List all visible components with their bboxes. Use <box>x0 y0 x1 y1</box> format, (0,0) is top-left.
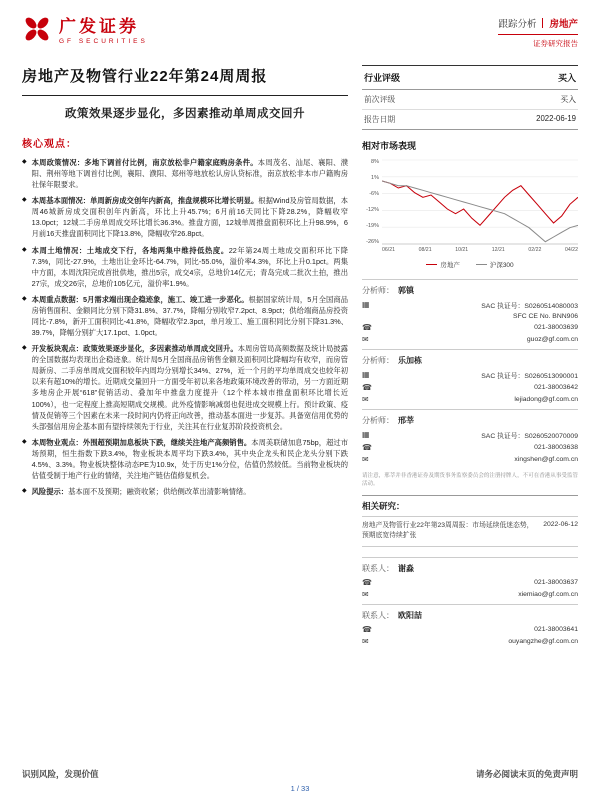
rating-header-row <box>362 66 578 90</box>
contact-detail-row <box>362 623 578 635</box>
analyst-block <box>362 349 578 409</box>
analyst-name: 乐加栋 <box>398 356 422 365</box>
hk-disclaimer-note: 请注意，邢莘并非香港证券及期货事务监察委员会的注册持牌人，不可在香港从事受监管活动。 <box>362 473 578 487</box>
analyst-role-label: 分析师： <box>362 286 394 295</box>
email-link[interactable]: lejiadong@gf.com.cn <box>514 395 578 403</box>
mail-icon: ✉ <box>362 334 369 344</box>
page-footer <box>22 768 578 780</box>
analyst-detail-row <box>362 428 578 441</box>
y-tick-label: -19% <box>366 223 379 229</box>
contact-detail-row <box>362 635 578 647</box>
mail-icon: ✉ <box>362 589 369 599</box>
rating-rows <box>362 90 578 130</box>
related-research-items <box>362 517 578 547</box>
contact-detail-text: 021-38003641 <box>534 625 578 633</box>
contact-detail-row <box>362 588 578 600</box>
chart-title: 相对市场表现 <box>362 141 417 151</box>
legend-item: 房地产 <box>426 260 460 269</box>
analyst-block <box>362 279 578 349</box>
gf-logo-icon <box>22 14 52 49</box>
report-title: 房地产及物管行业22年第24周周报 <box>22 55 348 96</box>
y-tick-label: 1% <box>371 175 379 181</box>
bullet-item <box>22 486 348 497</box>
chart-x-axis <box>382 247 578 253</box>
mail-icon: ✉ <box>362 394 369 404</box>
research-item-title: 房地产及物管行业22年第23周周报：市场延续低迷态势，预期底宽待续扩张 <box>362 521 534 540</box>
sac-icon: ▦ <box>362 300 370 309</box>
analyst-block <box>362 409 578 469</box>
y-tick-label: -12% <box>366 207 379 213</box>
brand-name-cn: 广发证券 <box>59 17 139 37</box>
phone-icon: ☎ <box>362 442 372 452</box>
email-link[interactable]: xiemiao@gf.com.cn <box>518 590 578 598</box>
brand <box>22 14 148 49</box>
rating-header-value: 买入 <box>557 73 576 83</box>
industry-tag: 房地产 <box>549 19 578 30</box>
footer-slogan: 识别风险，发现价值 <box>22 769 99 779</box>
bullet-text: 本周物业观点：外围超预期加息板块下跌，继续关注地产高频销售。本周美联储加息75bp，超过市场预期，恒生指数下跌3.4%，物业板块本周平均下跌3.4%，其中央企龙头和民企龙头分别下跌4.5%、3.3%。物业板块整体动态PE为10.9x，处于历史1%分位，估值仍然较低。当前物业板块的估值受制于地产行业的情绪，关注地产链估值修复机会。 <box>31 437 349 481</box>
sac-icon: ▦ <box>362 430 370 439</box>
bullet-marker-icon: ◆ <box>22 197 27 204</box>
series-line-房地产 <box>382 181 578 225</box>
analyst-name: 郭镇 <box>398 286 414 295</box>
main-column <box>22 55 348 651</box>
contact-name: 谢淼 <box>398 564 414 574</box>
contact-list <box>362 557 578 651</box>
email-link[interactable]: ouyangzhe@gf.com.cn <box>508 637 578 645</box>
analyst-list <box>362 279 578 469</box>
bullet-marker-icon: ◆ <box>22 295 27 302</box>
x-tick-label: 04/22 <box>564 247 578 253</box>
bullet-text: 本周土地情况：土地成交下行，各地两集中维持低热度。22年第24周土地成交面积环比下降7.3%，同比-27.9%，土地出让金环比-64.7%，同比-55.0%，溢价率4.3%，环比上升0.1pct。两集中方面，本周沈阳完成首批供地，推出5宗，成交4宗，总地价14亿元；青岛完成二批次土拍，推出27宗，成交26宗，总地价105亿元，溢价率1.9%。 <box>31 245 349 288</box>
page-number: 1 / 33 <box>290 784 310 793</box>
bullet-item <box>22 195 348 239</box>
analyst-detail-text: 021-38003642 <box>534 383 578 391</box>
brand-name-en: GF SECURITIES <box>59 37 148 45</box>
phone-icon: ☎ <box>362 382 372 392</box>
bullet-text: 本周重点数据：5月需求端出现企稳迹象，施工、竣工进一步恶化。根据国家统计局，5月全国商品房销售面积、金额同比分别下降31.8%、37.7%，降幅分别收窄7.2pct、8.9pct；供给端商品房投资同比-7.8%，新开工面积同比-41.8%，降幅收窄2.3pct，单月竣工、施工面积同比分别下降31.3%、39.7%，降幅分别扩大17.1pct、1.0pct。 <box>31 294 349 338</box>
relative-performance-chart <box>362 139 578 269</box>
analyst-detail-text: SAC 执证号：S0260520070009 <box>481 432 578 440</box>
bullet-text: 本周基本面情况：单周新房成交创年内新高，推盘规模环比增长明显。根据Wind及房管局数据，本周46城新房成交面积创年内新高，环比上升45.7%；6月前16天同比下降28.2%，降幅收窄13.0pct；12城二手房单周成交环比增长36.3%。推盘方面，12城单周推盘面积环比上升98.9%，6月前16天推盘面积同比下降13.8%，降幅收窄26.8pct。 <box>31 196 348 239</box>
report-type-label: 证券研究报告 <box>498 34 578 49</box>
header-divider <box>542 18 543 28</box>
rating-header-label: 行业评级 <box>364 73 401 83</box>
analyst-detail-text: 021-38003639 <box>534 323 578 331</box>
report-subtitle: 政策效果逐步显化，多因素推动单周成交回升 <box>65 108 305 120</box>
bullet-text: 风险提示：基本面不及预期；融资收紧；供给侧改革出清影响情绪。 <box>31 487 251 497</box>
bullet-marker-icon: ◆ <box>22 246 27 253</box>
contact-role-label: 联系人： <box>362 611 394 621</box>
x-tick-label: 10/21 <box>455 247 469 253</box>
analyst-detail-row <box>362 381 578 393</box>
rating-row-value: 2022-06-19 <box>536 114 576 123</box>
y-tick-label: -6% <box>369 191 379 197</box>
x-tick-label: 02/22 <box>528 247 542 253</box>
bullet-item <box>22 245 348 289</box>
analyst-detail-row <box>362 441 578 453</box>
legend-item: 沪深300 <box>476 260 514 269</box>
x-tick-label: 06/21 <box>382 247 395 253</box>
contact-detail-text: 021-38003637 <box>534 578 578 586</box>
contact-name: 欧阳喆 <box>398 611 422 621</box>
sidebar <box>362 55 578 651</box>
bullet-item <box>22 437 348 481</box>
rating-row <box>362 90 578 110</box>
rating-row-label: 报告日期 <box>364 115 396 124</box>
report-category: 跟踪分析 <box>498 19 537 30</box>
sac-icon: ▦ <box>362 370 370 379</box>
core-bullets <box>22 157 348 497</box>
analyst-detail-row <box>362 321 578 333</box>
phone-icon: ☎ <box>362 322 372 332</box>
analyst-detail-row <box>362 393 578 405</box>
analyst-detail-row <box>362 453 578 465</box>
bullet-marker-icon: ◆ <box>22 345 27 352</box>
bullet-item <box>22 343 348 432</box>
page-header <box>0 0 600 53</box>
analyst-role-label: 分析师： <box>362 416 394 425</box>
phone-icon: ☎ <box>362 577 372 587</box>
contact-role-label: 联系人： <box>362 564 394 574</box>
y-tick-label: 8% <box>371 159 379 165</box>
bullet-marker-icon: ◆ <box>22 438 27 445</box>
bullet-item <box>22 157 348 190</box>
chart-legend <box>362 260 578 269</box>
bullet-marker-icon: ◆ <box>22 488 27 495</box>
analyst-detail-text: SAC 执证号：S0260514080003 <box>481 302 578 310</box>
legend-swatch <box>476 264 487 266</box>
core-views-heading: 核心观点： <box>22 139 77 150</box>
email-link[interactable]: xingshen@gf.com.cn <box>514 455 578 463</box>
analyst-detail-row <box>362 333 578 345</box>
rating-table <box>362 65 578 130</box>
bullet-text: 开发板块观点：政策效果逐步显化，多因素推动单周成交回升。本周房管局高频数据及统计局披露的全国数据均表现出企稳迹象。统计局5月全国商品房销售金额及面积同比降幅均有收窄，而房管局新房、二手房单周成交面积较年内周均分别增长34%、27%，近一个月的平均单周成交也较年初以来有超10%的增长。近期成交量回升一方面受年初以来各地政策环境改善的带动，另一方面近期多地房企开展“618”促销活动、叠加年中推盘力度提升（12个样本城市推盘面积环比增长近100%），也一定程度上推高短期成交规模。此外疫情影响减弱也促进成交规模上行。预计政策、疫情及促销等三个因素在未来一段时间内仍将正向改善，推动基本面进一步复苏。具备宽信用优势的头部强信用房企基本面有望持续领先于行业，关注其在行业复苏阶段投资机会。 <box>31 344 349 431</box>
x-tick-label: 12/21 <box>491 247 505 253</box>
legend-swatch <box>426 264 437 266</box>
analyst-name: 邢莘 <box>398 416 414 425</box>
phone-icon: ☎ <box>362 624 372 634</box>
x-tick-label: 08/21 <box>418 247 432 253</box>
bullet-item <box>22 294 348 338</box>
chart-y-axis <box>362 159 379 245</box>
related-research-heading: 相关研究： <box>362 496 578 517</box>
research-item[interactable] <box>362 517 578 547</box>
bullet-text: 本周政策情况：多地下调首付比例，南京放松非户籍家庭购房条件。本周茂名、汕尾、襄阳、濮阳、荆州等地下调首付比例，襄阳、濮阳、郑州等地放松认房认贷标准，南京放松非本市户籍购房社保年限要求。 <box>31 158 349 190</box>
analyst-detail-text: SAC 执证号：S0260513090001 <box>481 372 578 380</box>
y-tick-label: -26% <box>366 239 379 245</box>
analyst-detail-text: 021-38003638 <box>534 443 578 451</box>
contact-block <box>362 604 578 651</box>
research-item-date: 2022-06-12 <box>543 520 578 528</box>
footer-disclaimer: 请务必阅读末页的免责声明 <box>475 769 578 779</box>
rating-row <box>362 110 578 130</box>
rating-row-label: 前次评级 <box>364 95 396 104</box>
analyst-detail-row <box>362 298 578 311</box>
analyst-detail-row <box>362 311 578 321</box>
rating-row-value: 买入 <box>560 95 576 104</box>
analyst-role-label: 分析师： <box>362 356 394 365</box>
bullet-marker-icon: ◆ <box>22 159 27 165</box>
contact-detail-row <box>362 576 578 588</box>
analyst-detail-text: SFC CE No. BNN906 <box>513 312 578 320</box>
analyst-detail-row <box>362 368 578 381</box>
mail-icon: ✉ <box>362 454 369 464</box>
related-research <box>362 495 578 547</box>
contact-block <box>362 557 578 604</box>
email-link[interactable]: guoz@gf.com.cn <box>526 335 578 343</box>
chart-svg <box>382 159 578 245</box>
mail-icon: ✉ <box>362 636 369 646</box>
